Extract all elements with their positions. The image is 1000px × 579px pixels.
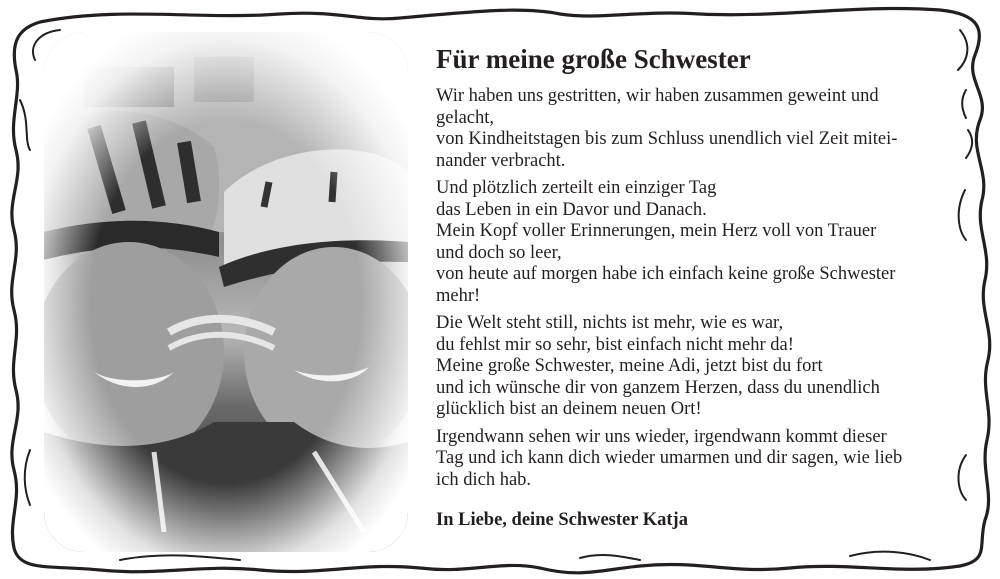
stanza-line: Meine große Schwester, meine Adi, jetzt bist du fort — [436, 356, 823, 376]
memorial-text — [436, 42, 956, 531]
stanza-line: ich dich hab. — [436, 469, 532, 490]
stanza-4 — [436, 427, 956, 492]
signature: In Liebe, deine Schwester Katja — [436, 510, 688, 530]
stanza-line: glücklich bist an deinem neuen Ort! — [436, 399, 702, 419]
memorial-photo — [44, 32, 408, 552]
stanza-line: du fehlst mir so sehr, bist einfach nicht mehr da! — [436, 334, 794, 355]
stanza-line: mehr! — [436, 285, 481, 306]
stanza-2 — [436, 178, 956, 307]
notice-title: Für meine große Schwester — [436, 44, 751, 74]
stanza-line: von heute auf morgen habe ich einfach keine große Schwester — [436, 264, 896, 284]
photo-vignette — [44, 32, 408, 552]
stanza-line: Und plötzlich zerteilt ein einziger Tag — [436, 178, 717, 198]
stanza-line: gelacht, — [436, 107, 495, 128]
stanza-3 — [436, 313, 956, 421]
stanza-line: Wir haben uns gestritten, wir haben zusammen geweint und — [436, 86, 879, 106]
stanza-line: nander verbracht. — [436, 150, 566, 171]
stanza-line: und doch so leer, — [436, 242, 562, 263]
stanza-1 — [436, 86, 956, 172]
stanza-line: Mein Kopf voller Erinnerungen, mein Herz voll von Trauer — [436, 221, 877, 241]
stanza-line: Die Welt steht still, nichts ist mehr, wie es war, — [436, 313, 784, 333]
stanza-line: Tag und ich kann dich wieder umarmen und dir sagen, wie lieb — [436, 448, 903, 468]
stanza-line: von Kindheitstagen bis zum Schluss unendlich viel Zeit mitei- — [436, 129, 898, 149]
stanza-line: Irgendwann sehen wir uns wieder, irgendwann kommt dieser — [436, 426, 887, 447]
stanza-line: und ich wünsche dir von ganzem Herzen, dass du unendlich — [436, 377, 880, 398]
stanza-line: das Leben in ein Davor und Danach. — [436, 199, 707, 220]
